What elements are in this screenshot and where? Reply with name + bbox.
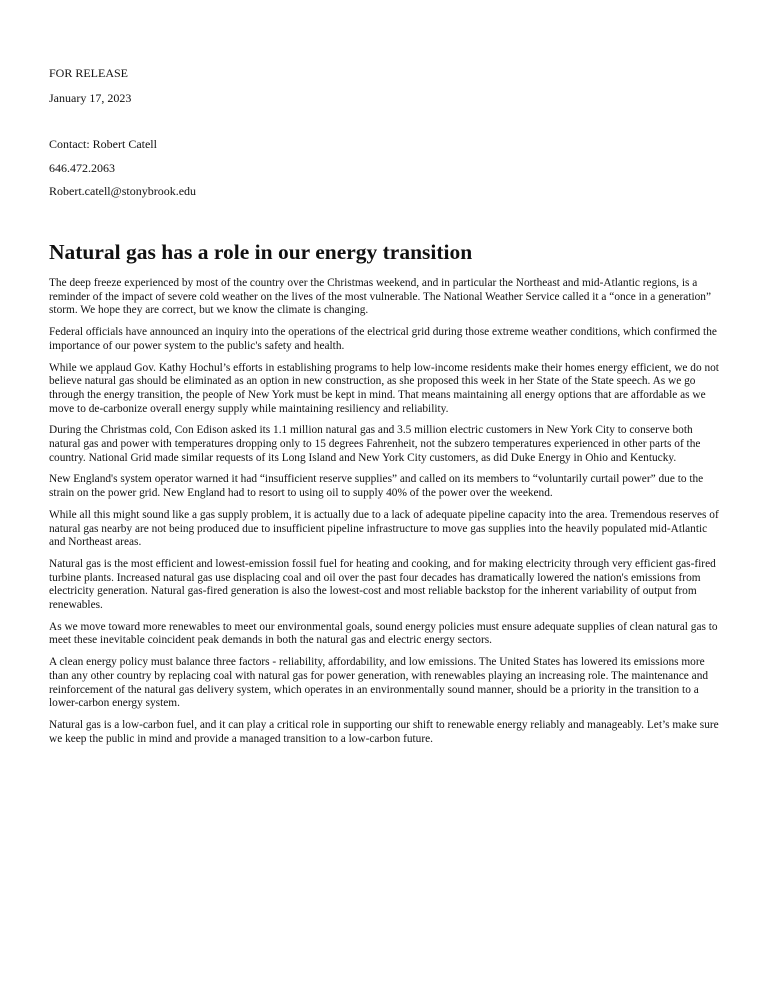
release-label: FOR RELEASE (49, 66, 129, 80)
paragraph-8: As we move toward more renewables to meet our environmental goals, sound energy policies must ensure adequate supplies of clean natural gas to meet these inevitable coincident peak demands in both the natural gas and electric energy sectors. (49, 620, 718, 647)
contact-email: Robert.catell@stonybrook.edu (49, 184, 197, 198)
paragraph-2: Federal officials have announced an inquiry into the operations of the electrical grid during those extreme weather conditions, which confirmed the importance of our power system to the public's safety and health. (49, 326, 717, 352)
release-date: January 17, 2023 (49, 91, 132, 105)
contact-name: Contact: Robert Catell (49, 137, 157, 151)
headline: Natural gas has a role in our energy transition (49, 240, 473, 264)
paragraph-9: A clean energy policy must balance three factors - reliability, affordability, and low emissions. The United States has lowered its emissions more than any other country by replacing coal with natural gas for power generation, with renewables playing an increasing role. The maintenance and reinforcement of the natural gas delivery system, which operates in an environmentally sound manner, should be a priority in the transition to a lower-carbon energy system. (49, 656, 709, 710)
paragraph-7: Natural gas is the most efficient and lowest-emission fossil fuel for heating and cooking, and for making electricity through very efficient gas-fired turbine plants. Increased natural gas use displacing coal and oil over the past four decades has dramatically lowered the nation's emissions from electricity generation. Natural gas-fired generation is also the lowest-cost and most reliable backstop for the inherent variability of output from renewables. (49, 557, 716, 612)
paragraph-5: New England's system operator warned it had “insufficient reserve supplies” and called on its members to “voluntarily curtail power” due to the strain on the power grid. New England had to resort to using oil to supply 40% of the power over the weekend. (49, 473, 704, 500)
paragraph-3: While we applaud Gov. Kathy Hochul’s efforts in establishing programs to help low-income residents make their homes energy efficient, we do not believe natural gas should be eliminated as an option in new construction, as she proposed this week in her State of the State speech. As we go through the energy transition, the people of New York must be kept in mind. That means maintaining all energy options that are affordable as we move to de-carbonize overall energy supply while maintaining resiliency and reliability. (49, 361, 719, 415)
paragraph-4: During the Christmas cold, Con Edison asked its 1.1 million natural gas and 3.5 million electric customers in New York City to conserve both natural gas and power with temperatures dropping only to 15 degrees Fahrenheit, not the subzero temperatures experienced in other parts of the country. National Grid made similar requests of its Long Island and New York City customers, as did Duke Energy in Ohio and Kentucky. (49, 424, 701, 464)
paragraph-6: While all this might sound like a gas supply problem, it is actually due to a lack of adequate pipeline capacity into the area. Tremendous reserves of natural gas nearby are not being produced due to insufficient pipeline infrastructure to move gas supplies into the heavily populated mid-Atlantic and Northeast areas. (49, 508, 719, 549)
paragraph-10: Natural gas is a low-carbon fuel, and it can play a critical role in supporting our shift to renewable energy reliably and manageably. Let’s make sure we keep the public in mind and provide a managed transition to a low-carbon future. (49, 718, 719, 745)
paragraph-1: The deep freeze experienced by most of the country over the Christmas weekend, and in particular the Northeast and mid-Atlantic regions, is a reminder of the impact of severe cold weather on the lives of the most vulnerable. The National Weather Service called it a “once in a generation” storm. We hope they are correct, but we know the climate is changing. (49, 277, 712, 317)
contact-phone: 646.472.2063 (49, 161, 115, 175)
article-body (49, 277, 721, 754)
